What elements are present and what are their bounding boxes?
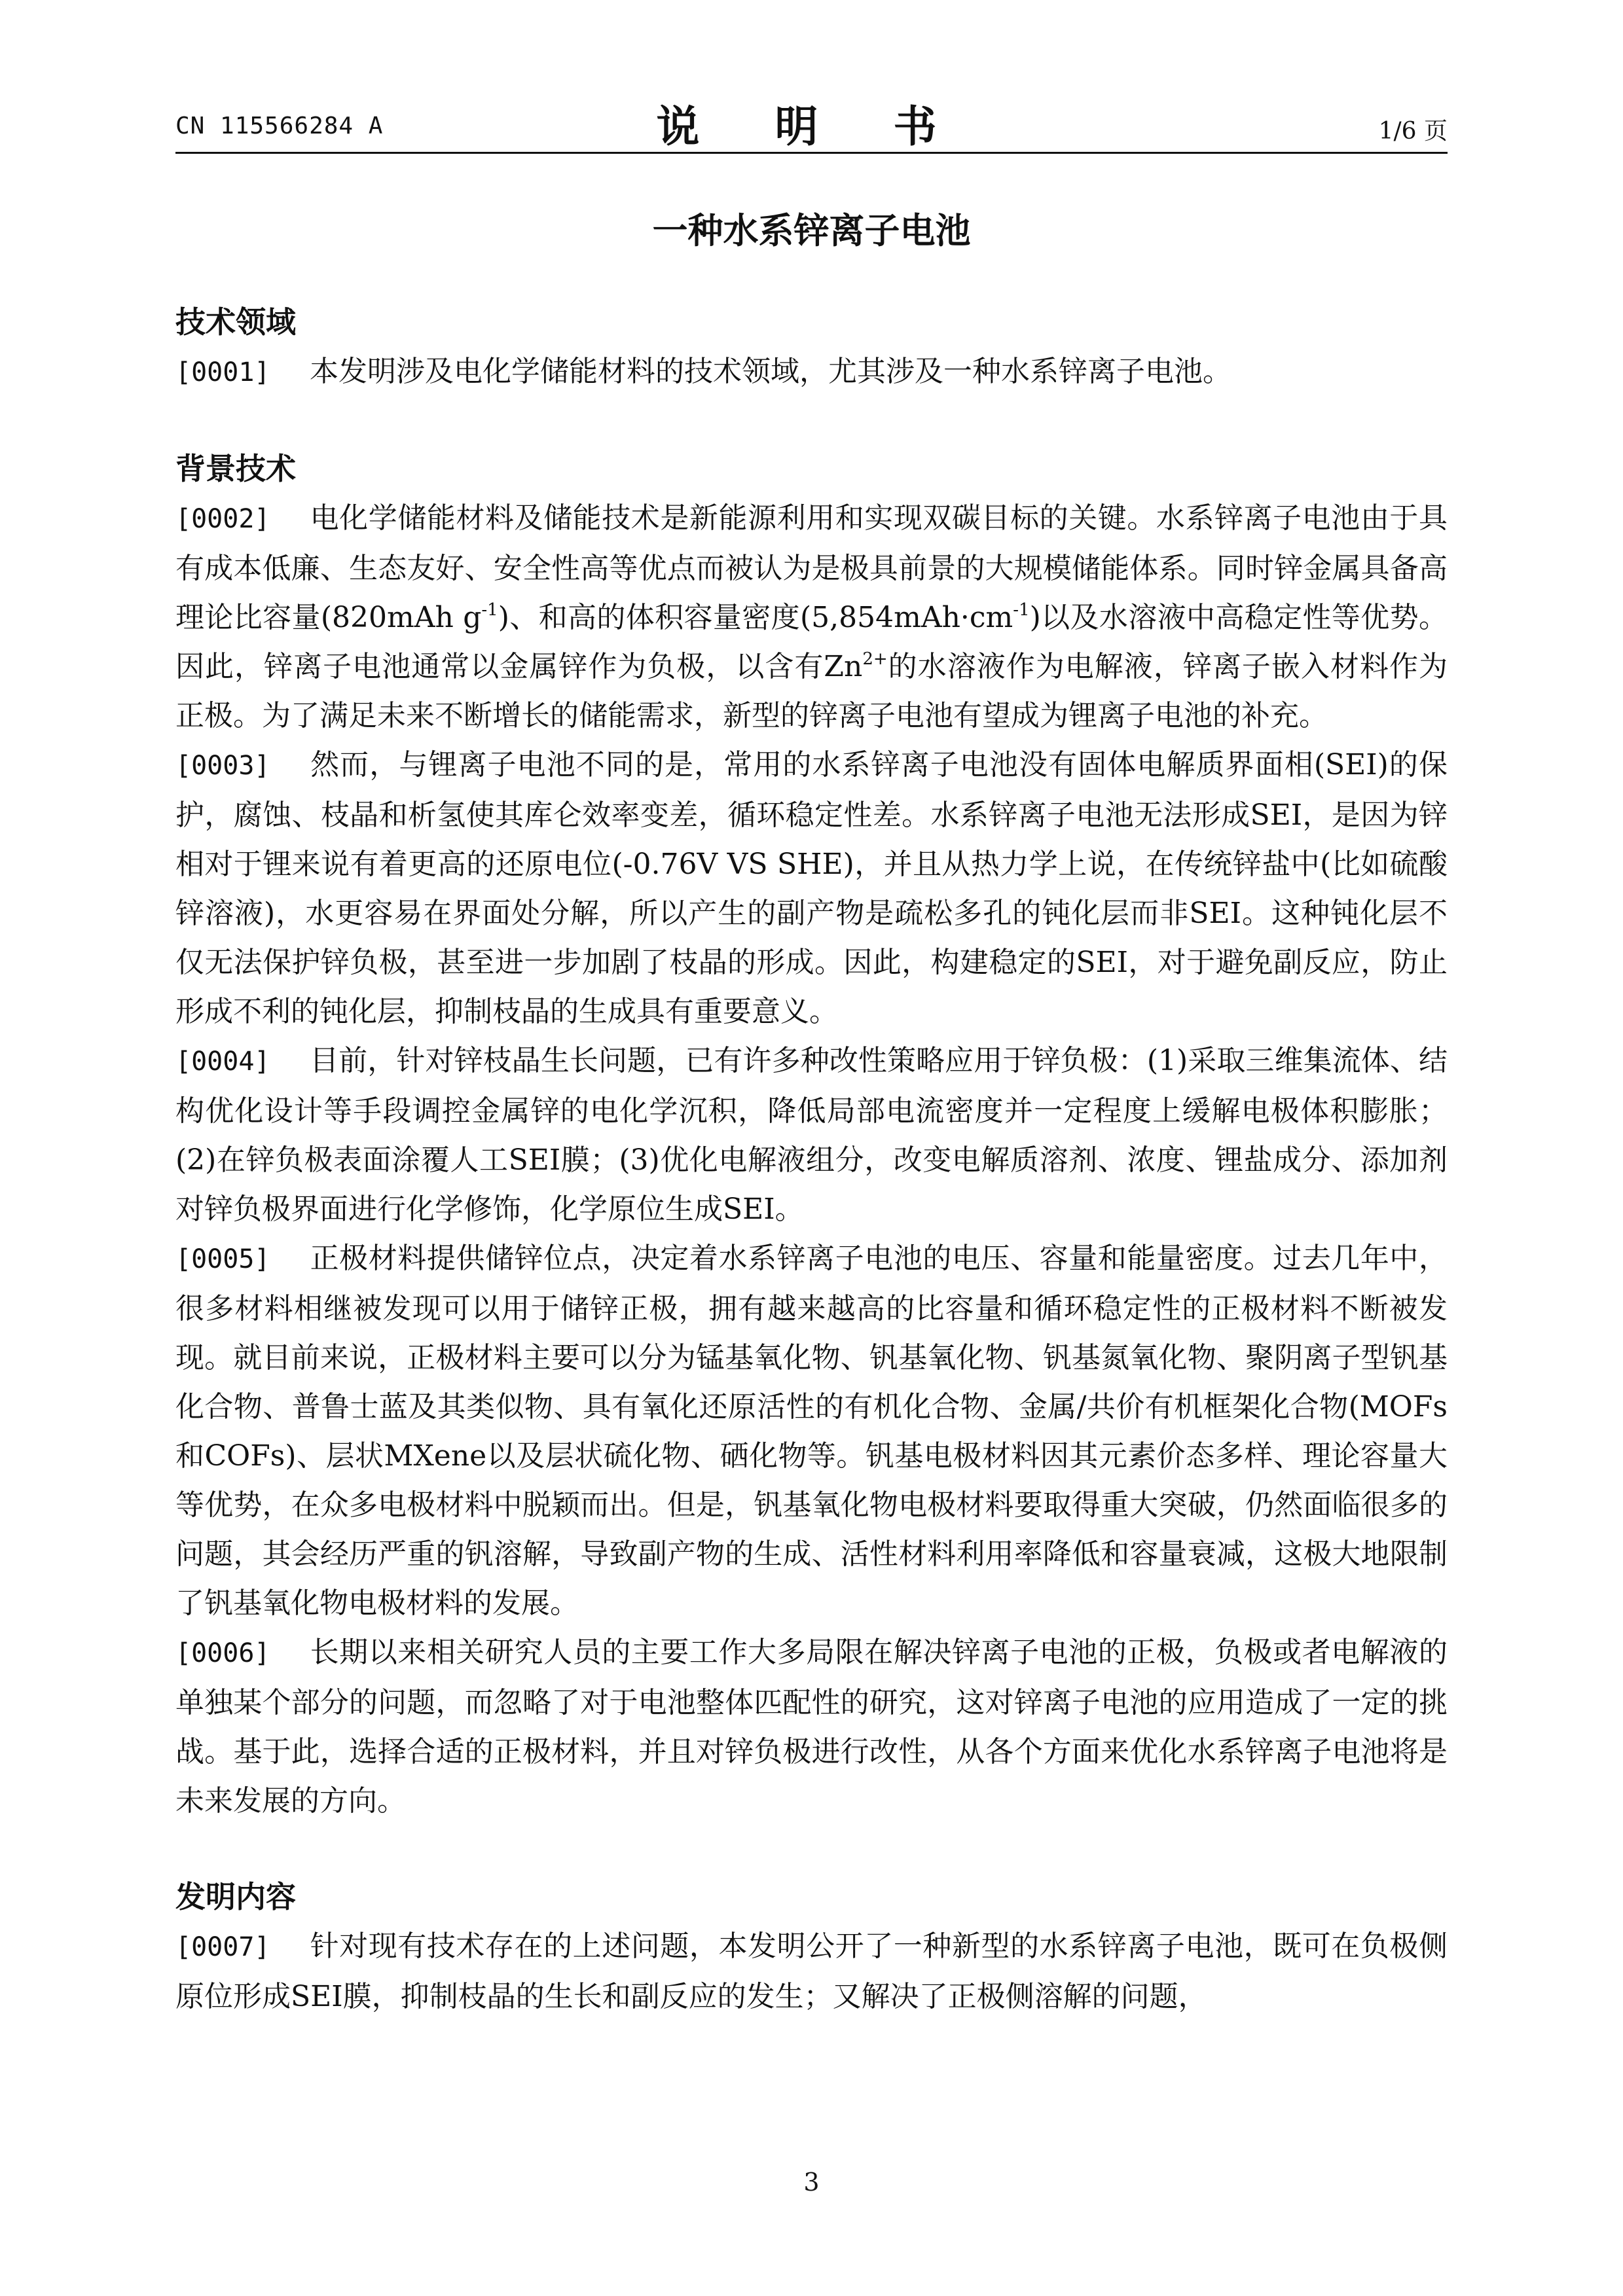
paragraph-0001 xyxy=(175,347,1448,397)
paragraph-text: 长期以来相关研究人员的主要工作大多局限在解决锌离子电池的正极，负极或者电解液的单独某个部分的问题，而忽略了对于电池整体匹配性的研究，这对锌离子电池的应用造成了一定的挑战。基于此，选择合适的正极材料，并且对锌负极进行改性，从各个方面来优化水系锌离子电池将是未来发展的方向。 xyxy=(175,1636,1448,1818)
paragraph-number: [0002] xyxy=(175,504,270,534)
paragraph-text: 针对现有技术存在的上述问题，本发明公开了一种新型的水系锌离子电池，既可在负极侧原位形成SEI膜，抑制枝晶的生长和副反应的发生；又解决了正极侧溶解的问题， xyxy=(175,1929,1448,2013)
section-heading-field: 技术领域 xyxy=(175,304,296,340)
paragraph-text: 本发明涉及电化学储能材料的技术领域，尤其涉及一种水系锌离子电池。 xyxy=(310,355,1231,388)
paragraph-text: 电化学储能材料及储能技术是新能源利用和实现双碳目标的关键。水系锌离子电池由于具有成本低廉、生态友好、安全性高等优点而被认为是极具前景的大规模储能体系。同时锌金属具备高理论比容量(820mAh g xyxy=(175,501,1448,634)
paragraph-number: [0001] xyxy=(175,357,270,387)
document-type-heading: 说 明 书 xyxy=(656,101,967,152)
paragraph-text: 的水溶液作为电解液，锌离子嵌入材料作为正极。为了满足未来不断增长的储能需求，新型的锌离子电池有望成为锂离子电池的补充。 xyxy=(175,650,1448,732)
section-heading-background: 背景技术 xyxy=(175,451,296,486)
paragraph-0003 xyxy=(175,740,1448,1036)
superscript: -1 xyxy=(481,600,498,620)
paragraph-number: [0005] xyxy=(175,1244,270,1274)
section-gap xyxy=(175,1825,1448,1873)
paragraph-text: )以及水溶液中高稳定性等优势。因此，锌离子电池通常以金属锌作为负极，以含有Zn xyxy=(175,601,1448,683)
page-info: 1/6 页 xyxy=(1378,118,1448,145)
section-gap xyxy=(175,397,1448,444)
paragraph-number: [0004] xyxy=(175,1047,270,1077)
superscript: 2+ xyxy=(862,649,888,669)
header-rule xyxy=(175,152,1448,154)
paragraph-text: 目前，针对锌枝晶生长问题，已有许多种改性策略应用于锌负极：(1)采取三维集流体、结构优化设计等手段调控金属锌的电化学沉积，降低局部电流密度并一定程度上缓解电极体积膨胀；(2)在锌负极表面涂覆人工SEI膜；(3)优化电解液组分，改变电解质溶剂、浓度、锂盐成分、添加剂对锌负极界面进行化学修饰，化学原位生成SEI。 xyxy=(175,1044,1448,1226)
paragraph-number: [0007] xyxy=(175,1932,270,1962)
paragraph-0004 xyxy=(175,1036,1448,1234)
paragraph-0007 xyxy=(175,1922,1448,2021)
paragraph-number: [0006] xyxy=(175,1638,270,1668)
document-number: CN 115566284 A xyxy=(175,113,384,139)
document-title: 一种水系锌离子电池 xyxy=(652,210,971,251)
page-number: 3 xyxy=(803,2168,820,2197)
superscript: -1 xyxy=(1013,600,1030,620)
paragraph-0002 xyxy=(175,493,1448,740)
paragraph-0006 xyxy=(175,1628,1448,1825)
section-heading-invention: 发明内容 xyxy=(175,1879,296,1914)
document-body xyxy=(175,298,1448,2021)
paragraph-text: 然而，与锂离子电池不同的是，常用的水系锌离子电池没有固体电解质界面相(SEI)的保护，腐蚀、枝晶和析氢使其库仑效率变差，循环稳定性差。水系锌离子电池无法形成SEI，是因为锌相对于锂来说有着更高的还原电位(-0.76V VS SHE)，并且从热力学上说，在传统锌盐中(比如硫酸锌溶液)，水更容易在界面处分解，所以产生的副产物是疏松多孔的钝化层而非SEI。这种钝化层不仅无法保护锌负极，甚至进一步加剧了枝晶的形成。因此，构建稳定的SEI，对于避免副反应，防止形成不利的钝化层，抑制枝晶的生成具有重要意义。 xyxy=(175,748,1448,1028)
paragraph-text: 正极材料提供储锌位点，决定着水系锌离子电池的电压、容量和能量密度。过去几年中，很多材料相继被发现可以用于储锌正极，拥有越来越高的比容量和循环稳定性的正极材料不断被发现。就目前来说，正极材料主要可以分为锰基氧化物、钒基氧化物、钒基氮氧化物、聚阴离子型钒基化合物、普鲁士蓝及其类似物、具有氧化还原活性的有机化合物、金属/共价有机框架化合物(MOFs和COFs)、层状MXene以及层状硫化物、硒化物等。钒基电极材料因其元素价态多样、理论容量大等优势，在众多电极材料中脱颖而出。但是，钒基氧化物电极材料要取得重大突破，仍然面临很多的问题，其会经历严重的钒溶解，导致副产物的生成、活性材料利用率降低和容量衰减，这极大地限制了钒基氧化物电极材料的发展。 xyxy=(175,1242,1448,1620)
paragraph-text: )、和高的体积容量密度(5,854mAh·cm xyxy=(498,601,1013,634)
paragraph-number: [0003] xyxy=(175,751,270,781)
paragraph-0005 xyxy=(175,1234,1448,1628)
